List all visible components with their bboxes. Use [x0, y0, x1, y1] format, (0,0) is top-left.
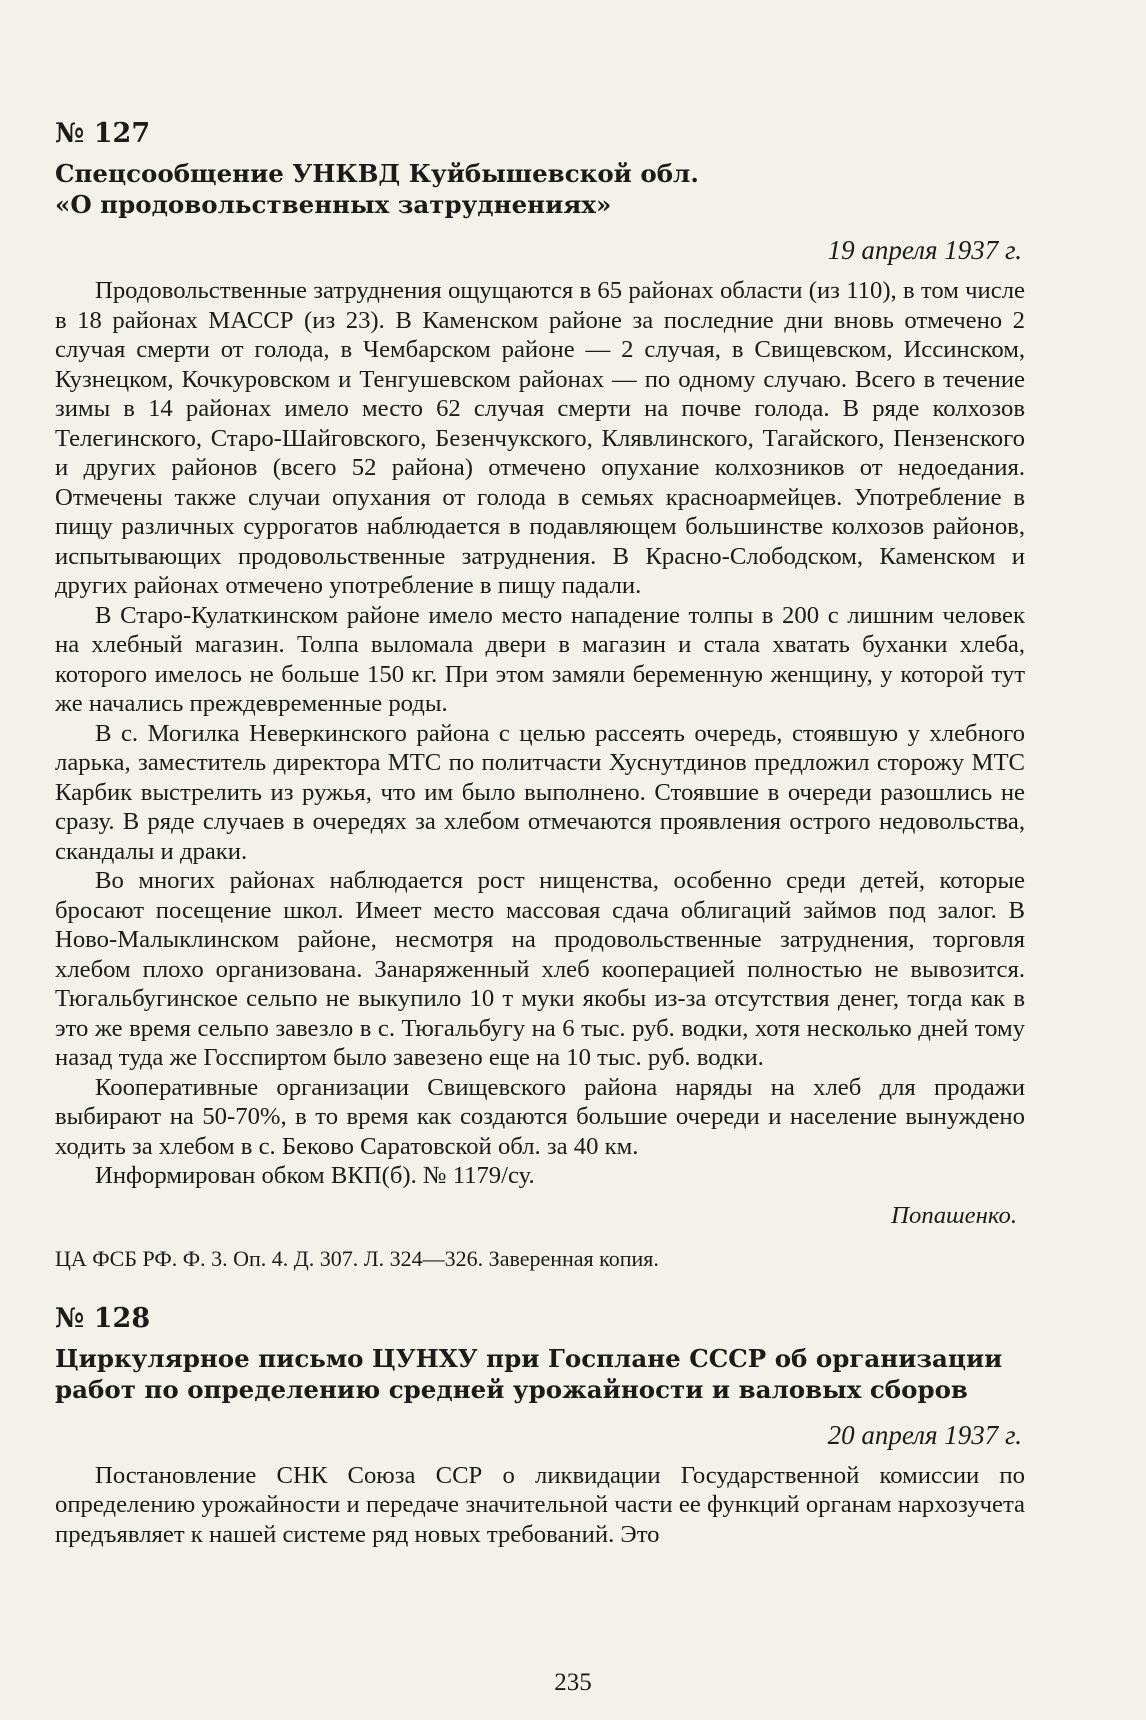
document-title [55, 1343, 1025, 1405]
page-number: 235 [554, 1669, 592, 1696]
document-content [55, 118, 1025, 1549]
paragraph: В с. Могилка Неверкинского района с целью рассеять очередь, стоявшую у хлебного ларька, заместитель директора МТС по политчасти Хуснутдинов предложил сторожу МТС Карбик выстрелить из ружья, что им было выполнено. Стоявшие в очереди разошлись не сразу. В ряде случаев в очередях за хлебом отмечаются проявления острого недовольства, скандалы и драки. [55, 719, 1025, 865]
title-line: работ по определению средней урожайности и валовых сборов [55, 1374, 968, 1404]
paragraph: Во многих районах наблюдается рост нищенства, особенно среди детей, которые бросают посещение школ. Имеет место массовая сдача облигаций займов под залог. В Ново-Малыклинском районе, несмотря на продовольственные затруднения, торговля хлебом плохо организована. Занаряженный хлеб кооперацией полностью не вывозится. Тюгальбугинское сельпо не выкупило 10 т муки якобы из-за отсутствия денег, тогда как в это же время сельпо завезло в с. Тюгальбугу на 6 тыс. руб. водки, хотя несколько дней тому назад туда же Госспиртом было завезено еще на 10 тыс. руб. водки. [55, 867, 1025, 1071]
document-number: № 128 [55, 1302, 151, 1334]
document-number: № 127 [55, 118, 151, 149]
signature: Попашенко. [891, 1201, 1017, 1229]
document-date: 19 апреля 1937 г. [827, 235, 1022, 265]
archive-source: ЦА ФСБ РФ. Ф. 3. Оп. 4. Д. 307. Л. 324—326. Заверенная копия. [55, 1245, 659, 1271]
paragraph: Кооперативные организации Свищевского района наряды на хлеб для продажи выбирают на 50-70%, в то время как создаются большие очереди и население вынуждено ходить за хлебом в с. Беково Саратовской обл. за 40 км. [55, 1073, 1025, 1160]
document-128 [55, 1303, 1025, 1550]
title-line: «О продовольственных затруднениях» [55, 190, 612, 219]
paragraph: В Старо-Кулаткинском районе имело место нападение толпы в 200 с лишним человек на хлебный магазин. Толпа выломала двери в магазин и стала хватать буханки хлеба, которого имелось не больше 150 кг. При этом замяли беременную женщину, у которой тут же начались преждевременные роды. [55, 601, 1025, 717]
paragraph: Постановление СНК Союза ССР о ликвидации Государственной комиссии по определению урожайности и передаче значительной части ее функций органам нархозучета предъявляет к нашей системе ряд новых требований. Это [55, 1461, 1025, 1548]
document-title [55, 158, 1025, 220]
document-127 [55, 118, 1025, 1273]
paragraph: Продовольственные затруднения ощущаются в 65 районах области (из 110), в том числе в 18 районах МАССР (из 23). В Каменском районе за последние дни вновь отмечено 2 случая смерти от голода, в Чембарском районе — 2 случая, в Свищевском, Иссинском, Кузнецком, Кочкуровском и Тенгушевском районах — по одному случаю. Всего в течение зимы в 14 районах имело место 62 случая смерти на почве голода. В ряде колхозов Телегинского, Старо-Шайговского, Безенчукского, Клявлинского, Тагайского, Пензенского и других районов (всего 52 района) отмечено опухание колхозников от недоедания. Отмечены также случаи опухания от голода в семьях красноармейцев. Употребление в пищу различных суррогатов наблюдается в подавляющем большинстве колхозов районов, испытывающих продовольственные затруднения. В Красно-Слободском, Каменском и других районах отмечено употребление в пищу падали. [55, 277, 1025, 599]
title-line: Циркулярное письмо ЦУНХУ при Госплане СССР об организации [55, 1343, 1003, 1373]
paragraph: Информирован обком ВКП(б). № 1179/су. [95, 1162, 535, 1189]
document-date: 20 апреля 1937 г. [827, 1419, 1022, 1450]
title-line: Спецсообщение УНКВД Куйбышевской обл. [55, 159, 699, 188]
